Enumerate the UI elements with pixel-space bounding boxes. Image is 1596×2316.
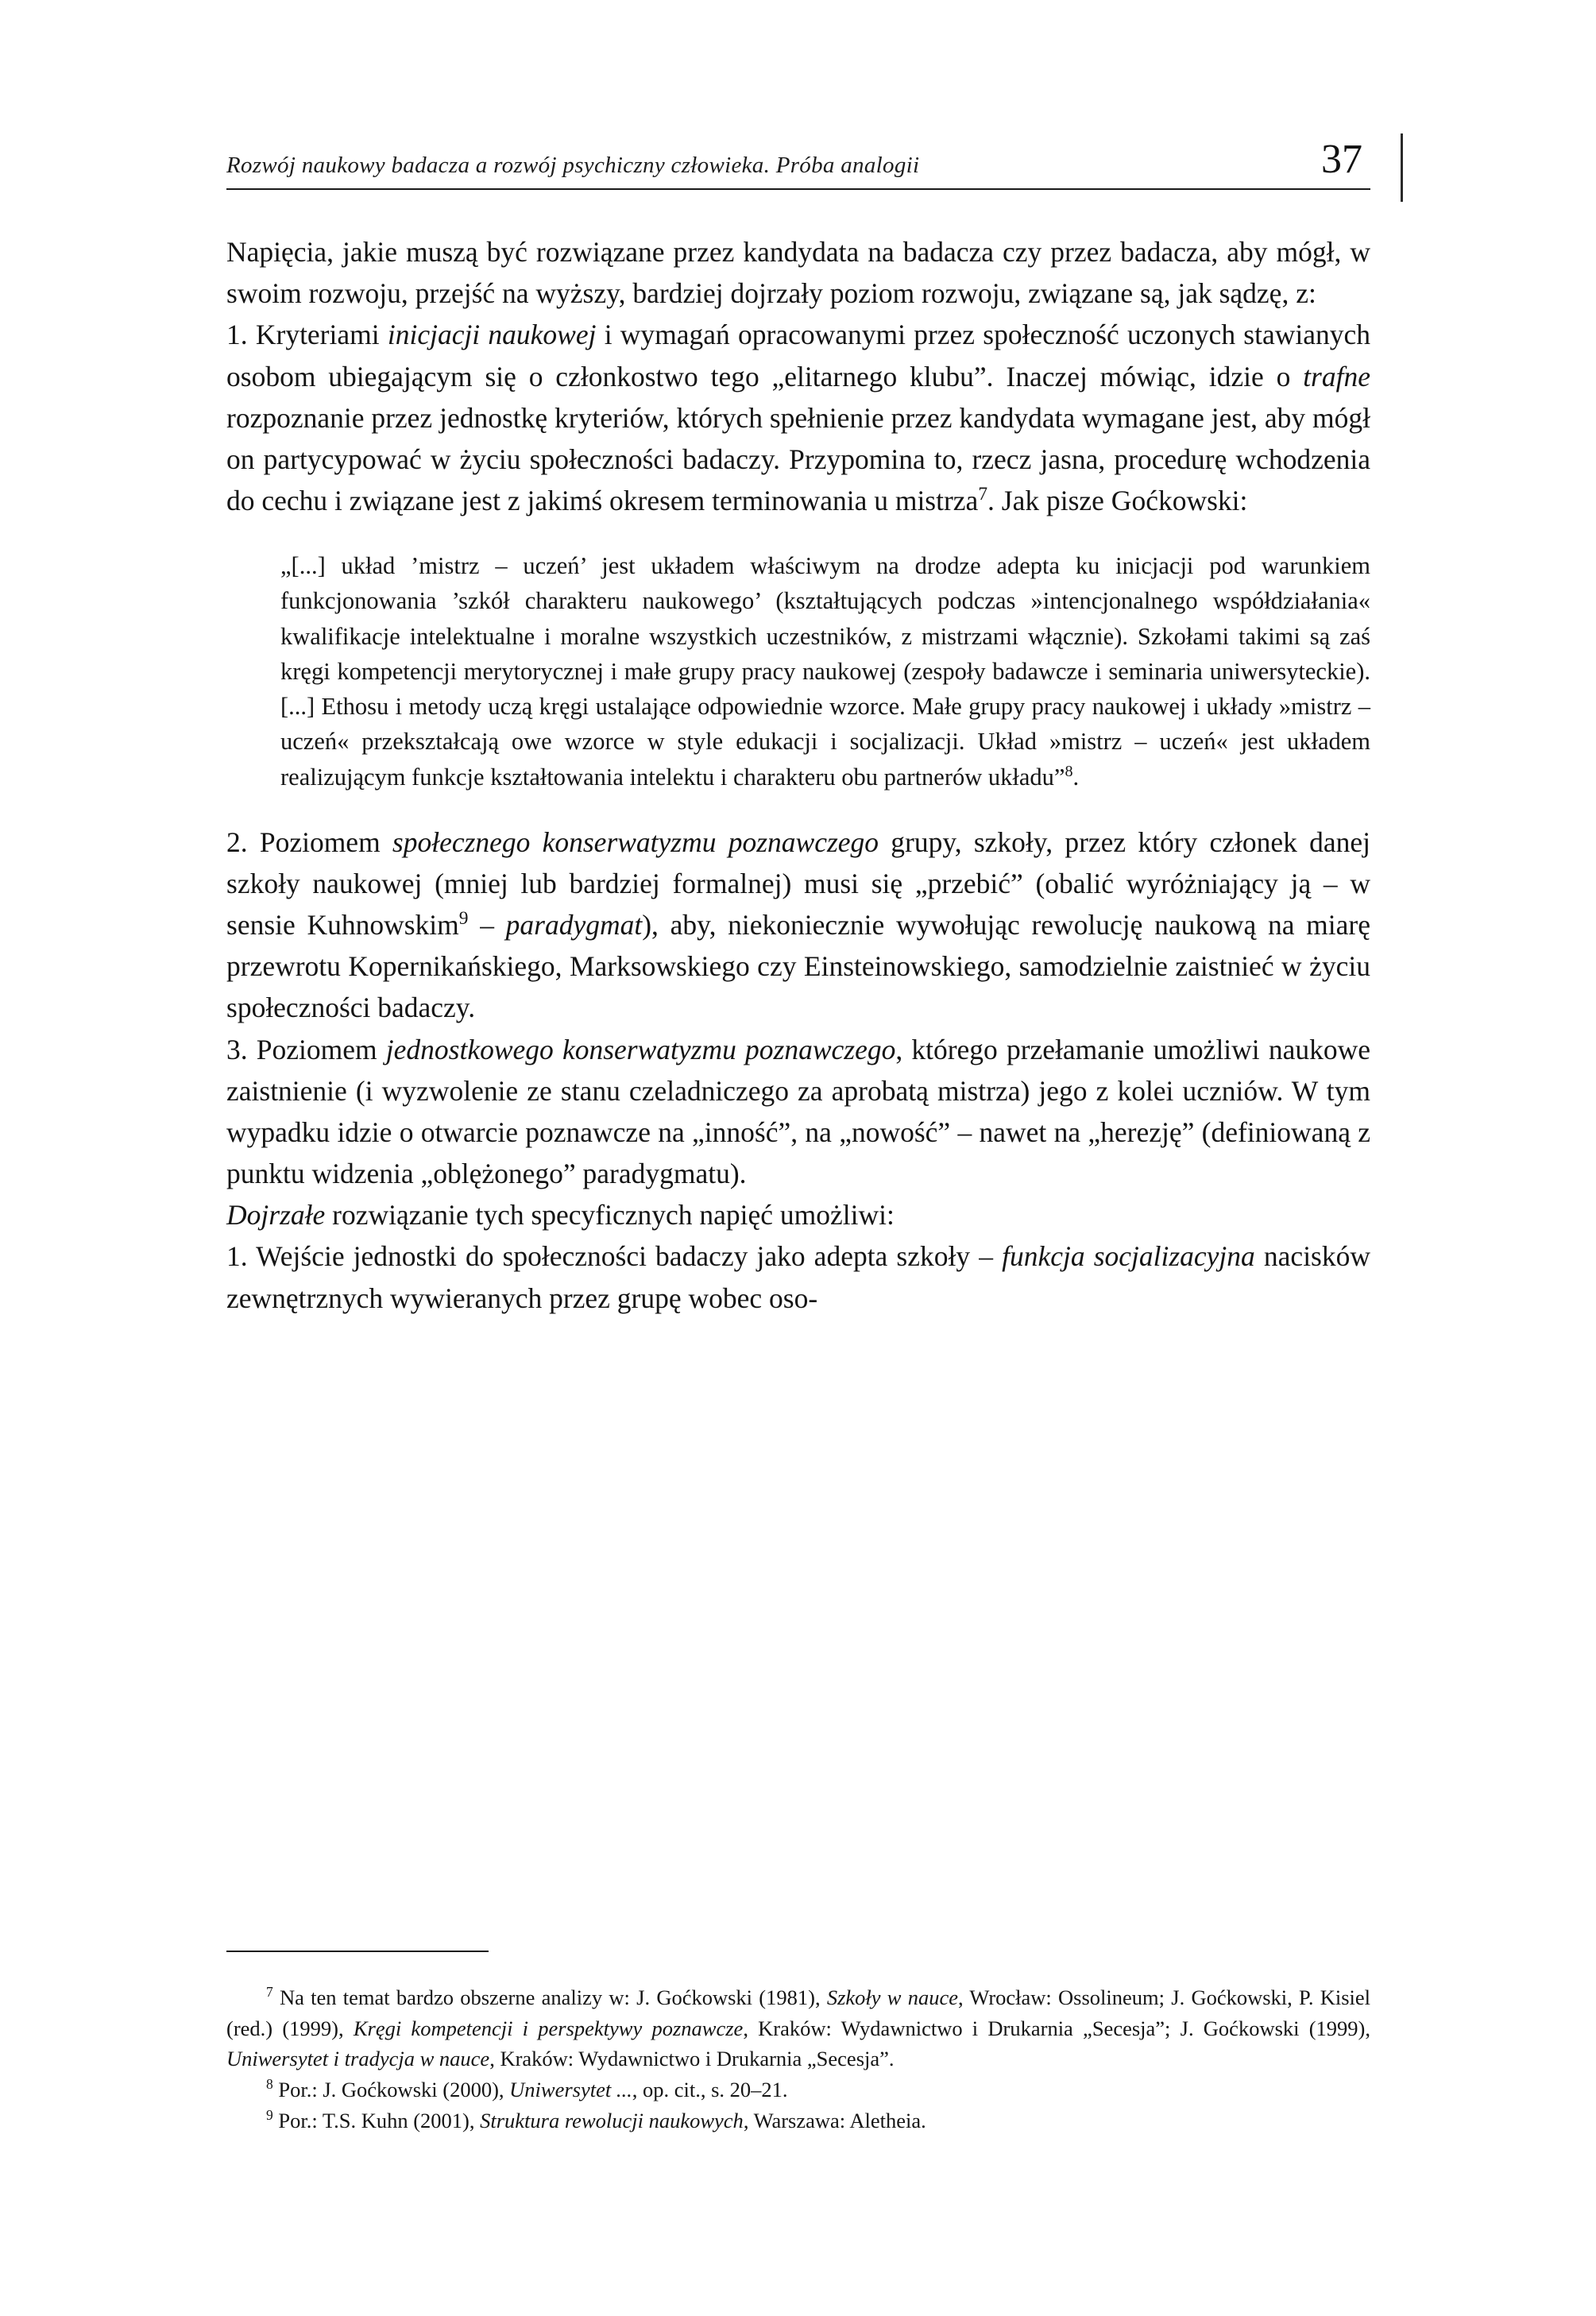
footnote-marker-8: 8 [266,2076,273,2093]
footnote-8-seg-a: Por.: J. Goćkowski (2000), [272,2078,510,2102]
footnote-area [226,1951,1370,2136]
page-number: 37 [1321,137,1362,182]
page-content [226,139,1370,1319]
footnote-list [226,1982,1370,2136]
footnote-ref-7: 7 [978,484,988,505]
footnote-marker-9: 9 [266,2106,273,2123]
quotation-paragraph [280,548,1370,795]
paragraph-point-3 [226,1029,1370,1195]
block-quotation [280,548,1370,795]
paragraph-dojrzale [226,1194,1370,1235]
dojrzale-seg-a: rozwiązanie tych specyficznych napięć umożliwi: [325,1199,895,1231]
paragraph-intro-text: Napięcia, jakie muszą być rozwiązane przez kandydata na badacza czy przez badacza, aby mógł, w swoim rozwoju, przejść na wyższy, bardziej dojrzały poziom rozwoju, związane są, jak sądzę, z: [226,236,1370,310]
point-2-seg-a: 2. Poziomem [226,825,392,858]
paragraph-point-2 [226,822,1370,1029]
footnote-item-7 [226,1982,1370,2074]
point-2-italic-konserwatyzm: społecznego konserwatyzmu poznawczego [392,825,879,858]
footnote-7-italic-2: Kręgi kompetencji i perspektywy poznawcze [353,2016,744,2040]
point-1-seg-a: 1. Kryteriami [226,319,388,351]
point-1-italic-trafne: trafne [1303,360,1370,392]
footnote-7-seg-c: , Kraków: Wydawnictwo i Drukarnia „Secesja”; J. Goćkowski (1999), [743,2016,1371,2040]
body-text [226,231,1370,1319]
point-1b-seg-b: nacisków zewnętrznych wywieranych przez grupę wobec oso- [226,1240,1371,1314]
quotation-text: „[...] układ ’mistrz – uczeń’ jest układem właściwym na drodze adepta ku inicjacji pod warunkiem funkcjonowania ’szkół charakteru naukowego’ (kształtujących podczas »intencjonalnego współdziałania« kwalifikacje intelektualne i moralne wszystkich uczestników, z mistrzami włącznie). Szkołami takimi są zaś kręgi kompetencji merytorycznej i małe grupy pracy naukowej (zespoły badawcze i seminaria uniwersyteckie). [...] Ethosu i metody uczą kręgi ustalające odpowiednie wzorce. Małe grupy pracy naukowej i układy »mistrz – uczeń« przekształcają owe wzorce w style edukacji i socjalizacji. Układ »mistrz – uczeń« jest układem realizującym funkcje kształtowania intelektu i charakteru obu partnerów układu” [280,552,1370,791]
header-rule [226,188,1370,190]
footnote-7-seg-b: , Wrocław: Ossolineum; J. Goćkowski, P. Kisiel (red.) (1999), [226,1985,1371,2040]
footnote-ref-8: 8 [1065,762,1073,780]
page-edge-marker [1401,133,1403,202]
point-2-seg-b: grupy, szkoły, przez który członek danej szkoły naukowej (mniej lub bardziej formalnej) musi się „przebić” (obalić wyróżniający ją – w sensie Kuhnowskim [226,825,1370,941]
footnote-8-italic-1: Uniwersytet ... [509,2078,632,2102]
point-3-seg-a: 3. Poziomem [226,1033,386,1065]
paragraph-point-1 [226,314,1370,521]
point-2-seg-d: ), aby, niekoniecznie wywołując rewolucję naukową na miarę przewrotu Kopernikańskiego, Marksowskiego czy Einsteinowskiego, samodzielnie zaistnieć w życiu społeczności badaczy. [226,909,1370,1024]
quotation-end: . [1072,763,1080,791]
spacer-after-quote [226,795,1370,822]
running-head [226,139,1370,180]
footnote-7-italic-1: Szkoły w nauce [826,1985,958,2009]
footnote-item-9 [226,2105,1370,2136]
footnote-7-italic-3: Uniwersytet i tradycja w nauce [226,2047,490,2071]
running-title: Rozwój naukowy badacza a rozwój psychiczny człowieka. Próba analogii [226,153,920,178]
point-3-italic-jednostkowego: jednostkowego konserwatyzmu poznawczego [385,1033,896,1065]
point-2-italic-paradygmat: paradygmat [505,909,643,941]
footnote-9-seg-b: , Warszawa: Aletheia. [743,2108,926,2132]
point-2-seg-c: – [468,909,506,941]
footnote-9-italic-1: Struktura rewolucji naukowych [480,2108,744,2132]
point-1-seg-d: . Jak pisze Goćkowski: [987,485,1248,517]
point-1b-seg-a: 1. Wejście jednostki do społeczności badaczy jako adepta szkoły – [226,1240,1003,1273]
paragraph-intro [226,231,1370,314]
footnote-7-seg-a: Na ten temat bardzo obszerne analizy w: J. Goćkowski (1981), [272,1985,827,2009]
footnote-marker-7: 7 [266,1984,273,2001]
footnote-item-8 [226,2074,1370,2105]
point-3-seg-b: , którego przełamanie umożliwi naukowe zaistnienie (i wyzwolenie ze stanu czeladniczego za aprobatą mistrza) jego z kolei uczniów. W tym wypadku idzie o otwarcie poznawcze na „inność”, na „nowość” – nawet na „herezję” (definiowaną z punktu widzenia „oblężonego” paradygmatu). [226,1033,1370,1190]
paragraph-point-1b [226,1235,1370,1318]
footnote-separator-rule [226,1951,489,1952]
point-1-seg-c: rozpoznanie przez jednostkę kryteriów, których spełnienie przez kandydata wymagane jest, aby mógł on partycypować w życiu społeczności badaczy. Przypomina to, rzecz jasna, procedurę wchodzenia do cechu i związane jest z jakimś okresem terminowania u mistrza [226,401,1370,517]
point-1-italic-inicjacji: inicjacji naukowej [387,319,597,351]
footnote-8-seg-b: , op. cit., s. 20–21. [632,2078,788,2102]
point-1b-italic-funkcja: funkcja socjalizacyjna [1002,1240,1255,1273]
footnote-7-seg-d: , Kraków: Wydawnictwo i Drukarnia „Secesja”. [489,2047,895,2071]
footnote-9-seg-a: Por.: T.S. Kuhn (2001), [272,2108,481,2132]
footnote-ref-9: 9 [458,908,469,930]
point-1-seg-b: i wymagań opracowanymi przez społeczność uczonych stawianych osobom ubiegającym się o członkostwo tego „elitarnego klubu”. Inaczej mówiąc, idzie o [226,319,1370,392]
dojrzale-italic: Dojrzałe [226,1199,326,1231]
